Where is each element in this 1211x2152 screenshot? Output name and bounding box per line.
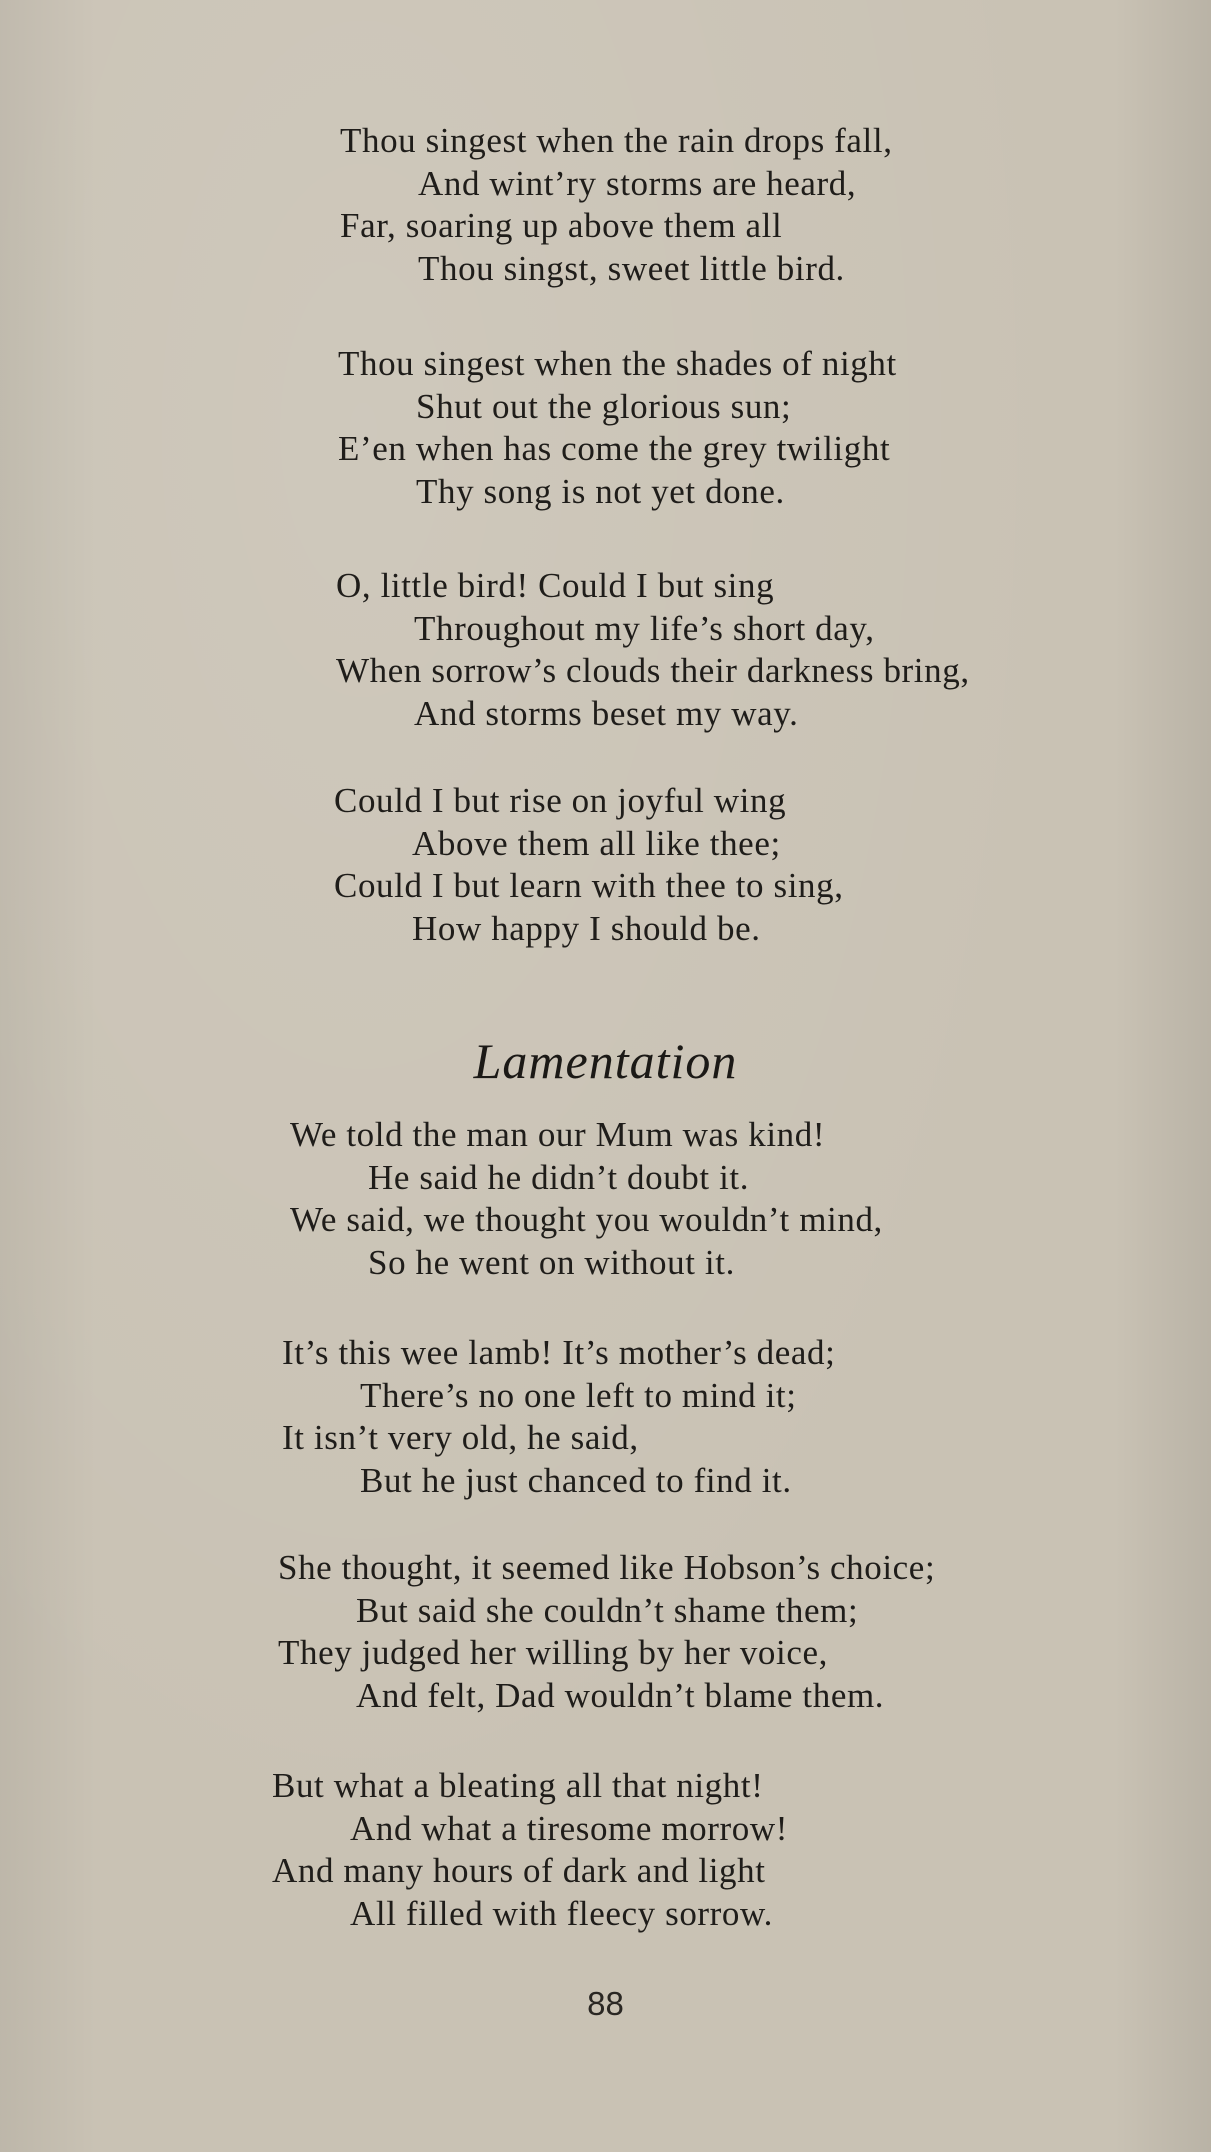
verse-line: Above them all like thee; bbox=[412, 823, 781, 863]
verse-line: Thou singest when the shades of night bbox=[338, 344, 897, 383]
verse-line: Thou singst, sweet little bird. bbox=[418, 248, 845, 288]
verse-line: How happy I should be. bbox=[412, 908, 761, 948]
poem1-stanza-4 bbox=[334, 780, 844, 950]
verse-line: When sorrow’s clouds their darkness bring, bbox=[336, 651, 970, 690]
verse-line: Shut out the glorious sun; bbox=[416, 386, 792, 426]
verse-line: It isn’t very old, he said, bbox=[282, 1418, 639, 1457]
poem2-stanza-3 bbox=[278, 1547, 935, 1717]
verse-line: Far, soaring up above them all bbox=[340, 206, 783, 245]
verse-line: Throughout my life’s short day, bbox=[414, 608, 875, 648]
verse-line: They judged her willing by her voice, bbox=[278, 1633, 828, 1672]
verse-line: But he just chanced to find it. bbox=[360, 1460, 792, 1500]
page-number: 88 bbox=[587, 1985, 624, 2022]
verse-line: Could I but learn with thee to sing, bbox=[334, 866, 844, 905]
poem1-stanza-2 bbox=[338, 343, 897, 513]
poem2-stanza-4 bbox=[272, 1765, 788, 1935]
poem2-stanza-1 bbox=[290, 1114, 883, 1284]
verse-line: And storms beset my way. bbox=[414, 693, 799, 733]
verse-line: And wint’ry storms are heard, bbox=[418, 163, 857, 203]
verse-line: And what a tiresome morrow! bbox=[350, 1808, 789, 1848]
poem1-stanza-1 bbox=[340, 120, 893, 290]
verse-line: But said she couldn’t shame them; bbox=[356, 1590, 859, 1630]
verse-line: She thought, it seemed like Hobson’s choice; bbox=[278, 1548, 936, 1587]
verse-line: And felt, Dad wouldn’t blame them. bbox=[356, 1675, 885, 1715]
verse-line: There’s no one left to mind it; bbox=[360, 1375, 797, 1415]
verse-line: But what a bleating all that night! bbox=[272, 1766, 764, 1805]
verse-line: He said he didn’t doubt it. bbox=[368, 1157, 750, 1197]
verse-line: It’s this wee lamb! It’s mother’s dead; bbox=[282, 1333, 836, 1372]
verse-line: We told the man our Mum was kind! bbox=[290, 1115, 826, 1154]
verse-line: All filled with fleecy sorrow. bbox=[350, 1893, 773, 1933]
verse-line: And many hours of dark and light bbox=[272, 1851, 766, 1890]
verse-line: So he went on without it. bbox=[368, 1242, 735, 1282]
verse-line: E’en when has come the grey twilight bbox=[338, 429, 891, 468]
verse-line: Thy song is not yet done. bbox=[416, 471, 785, 511]
poem-title: Lamentation bbox=[473, 1033, 738, 1089]
verse-line: Could I but rise on joyful wing bbox=[334, 781, 787, 820]
verse-line: We said, we thought you wouldn’t mind, bbox=[290, 1200, 883, 1239]
poem1-stanza-3 bbox=[336, 565, 970, 735]
poem2-stanza-2 bbox=[282, 1332, 835, 1502]
verse-line: O, little bird! Could I but sing bbox=[336, 566, 775, 605]
verse-line: Thou singest when the rain drops fall, bbox=[340, 121, 893, 160]
